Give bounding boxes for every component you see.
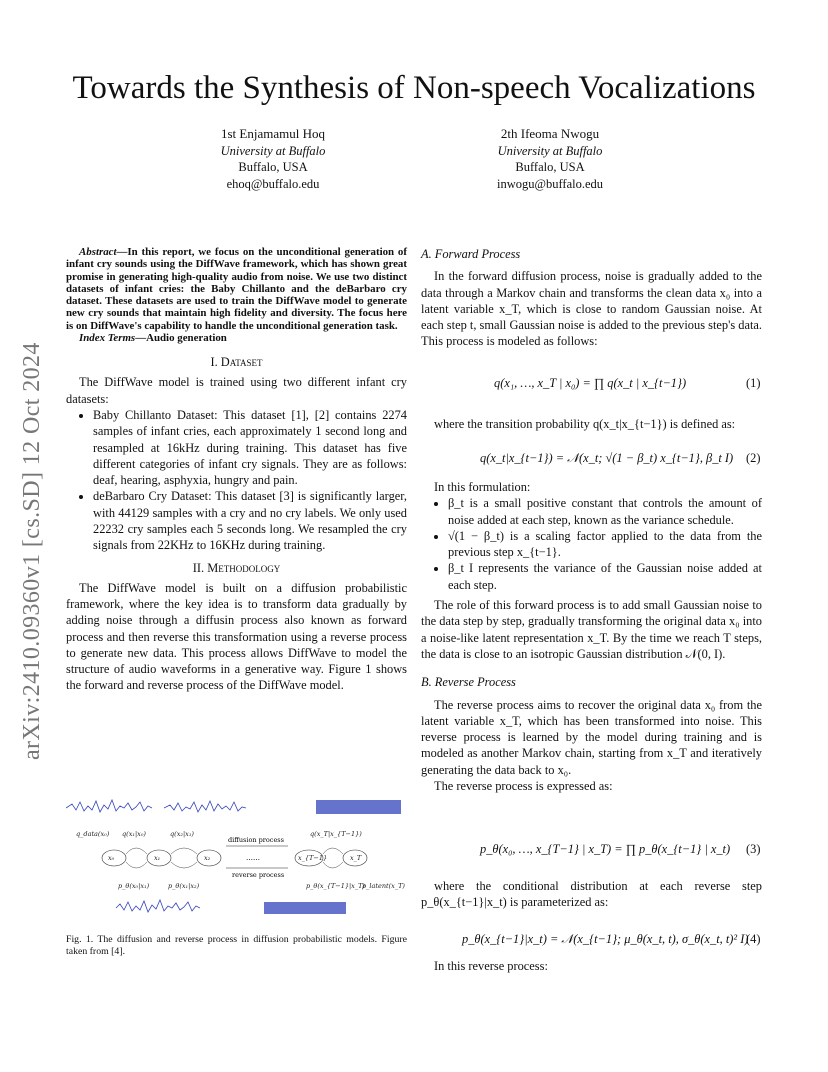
author-location: Buffalo, USA <box>238 160 308 174</box>
fig-label: q(x₂|x₁) <box>170 830 194 838</box>
paragraph: In this formulation: <box>434 480 531 494</box>
fig-label: q(x_T|x_{T−1}) <box>310 830 362 838</box>
index-terms-label: Index Terms <box>79 332 136 345</box>
waveform-noisy-1 <box>164 801 246 812</box>
author-name: 1st Enjamamul Hoq <box>221 126 325 141</box>
list-item: • √(1 − β_t) is a scaling factor applied to the data from the previous step x_{t−1}. <box>448 528 762 561</box>
list-item: • β_t I represents the variance of the Gaussian noise added at each step. <box>448 560 762 593</box>
author-email: inwogu@buffalo.edu <box>496 176 604 191</box>
paragraph: where the conditional distribution at each reverse step p_θ(x_{t−1}|x_t) is parameterized as: <box>421 879 762 910</box>
subsection-heading: A. Forward Process <box>421 247 521 261</box>
node-label: x₂ <box>204 854 211 862</box>
list-item: • Baby Chillanto Dataset: This dataset [1], [2] contains 2274 samples of infant cries, each approximately 1 second long and resampled at 16kHz during training. This dataset has five different categories of infant cry signals. They are as follows: deaf, hearing, asphyxia, hungry and pain. <box>93 407 407 488</box>
equation-3: p_θ(x₀, …, x_{T−1} | x_T) = ∏ p_θ(x_{t−1} | x_t) <box>480 842 731 856</box>
reverse-process-label: reverse process <box>232 871 285 879</box>
abstract-label: Abstract <box>79 246 117 258</box>
equation-1: q(x₁, …, x_T | x₀) = ∏ q(x_t | x_{t−1}) <box>494 376 687 390</box>
figure-caption: Fig. 1. The diffusion and reverse process in diffusion probabilistic models. Figure taken from [4]. <box>66 934 407 957</box>
fig-label: p_θ(x₁|x₂) <box>168 882 200 890</box>
paragraph: where the transition probability q(x_t|x_{t−1}) is defined as: <box>434 417 736 431</box>
section-heading: I. Dataset <box>210 355 263 370</box>
node-label: x_T <box>350 854 362 862</box>
equation-number: (2) <box>746 451 761 465</box>
dots: …… <box>246 854 260 862</box>
arxiv-stamp <box>19 290 51 760</box>
right-column <box>421 246 762 350</box>
fig-label: p_θ(x₀|x₁) <box>118 882 150 890</box>
waveform-noise <box>316 800 401 814</box>
fig-label: p_latent(x_T) <box>362 882 405 890</box>
paper-title: Towards the Synthesis of Non-speech Vocalizations <box>72 70 756 106</box>
author-1 <box>163 126 383 192</box>
paragraph: In this reverse process: <box>434 959 548 973</box>
diffusion-process-label: diffusion process <box>228 836 284 844</box>
dataset-list <box>66 407 407 554</box>
figure-diffusion <box>66 798 407 923</box>
arxiv-id: arXiv:2410.09360v1 [cs.SD] 12 Oct 2024 <box>19 342 45 760</box>
right-column-part3 <box>421 479 762 794</box>
fig-label: q_data(x₀) <box>76 830 110 838</box>
fig-label: q(x₁|x₀) <box>122 830 146 838</box>
node-label: x_{T−1} <box>298 854 328 862</box>
author-location: Buffalo, USA <box>515 160 585 174</box>
paragraph: The role of this forward process is to add small Gaussian noise to the data step by step, gradually transforming the original data x₀ into a noise-like latent representation x_T. By the time we reach T steps, the data is close to an isotropic Gaussian distribution 𝒩(0, I). <box>421 598 762 661</box>
equation-number: (3) <box>746 842 761 856</box>
left-column <box>66 246 407 694</box>
equation-number: (1) <box>746 376 761 390</box>
diffusion-diagram <box>66 798 407 923</box>
index-terms-text: —Audio generation <box>135 332 227 345</box>
waveform-clean <box>66 800 152 812</box>
index-terms <box>66 332 407 344</box>
right-column-part2 <box>421 416 762 432</box>
author-email: ehoq@buffalo.edu <box>226 176 320 191</box>
author-2 <box>440 126 660 192</box>
equation-2: q(x_t|x_{t−1}) = 𝒩(x_t; √(1 − β_t) x_{t−1}, β_t I) <box>480 451 734 465</box>
paragraph: The DiffWave model is trained using two different infant cry datasets: <box>66 375 407 406</box>
author-affiliation: University at Buffalo <box>220 143 326 158</box>
right-column-part5 <box>421 958 762 974</box>
list-item: • deBarbaro Cry Dataset: This dataset [3] is significantly larger, with 44129 samples with a cry and no cry labels. We only used 22232 cry samples each 5 seconds long. We resampled the cry signals from 22KHz to 16KHz during training. <box>93 488 407 553</box>
formulation-list <box>421 495 762 593</box>
node-label: x₀ <box>108 854 115 862</box>
section-heading: II. Methodology <box>192 560 281 575</box>
fig-label: p_θ(x_{T−1}|x_T) <box>306 882 365 890</box>
author-affiliation: University at Buffalo <box>497 143 603 158</box>
waveform-generated <box>116 900 200 912</box>
list-item: • β_t is a small positive constant that controls the amount of noise added at each step, known as the variance schedule. <box>448 495 762 528</box>
abstract <box>66 246 407 332</box>
author-name: 2th Ifeoma Nwogu <box>500 126 600 141</box>
abstract-text: —In this report, we focus on the unconditional generation of infant cry sounds using the DiffWave framework, which has shown great promise in generating high-quality audio from noise. We use two distinct datasets of infant cries: the Baby Chillanto and the deBarbaro cry dataset. These datasets are used to train the DiffWave model to generate new cry sounds that maintain high fidelity and diversity. The focus here is on DiffWave's capability to handle the unconditional generation task. <box>66 246 407 332</box>
paragraph: The reverse process is expressed as: <box>434 779 613 794</box>
waveform-noise-2 <box>264 902 346 914</box>
equation-4: p_θ(x_{t−1}|x_t) = 𝒩(x_{t−1}; μ_θ(x_t, t), σ_θ(x_t, t)² I) <box>462 932 749 946</box>
paragraph: The reverse process aims to recover the original data x₀ from the latent variable x_T, which has been transformed into noise. This reverse process is learned by the model during training and is modeled as another Markov chain, starting from x_T and iteratively generating the data back to x₀. <box>421 697 762 777</box>
node-label: x₁ <box>154 854 161 862</box>
equation-number: (4) <box>746 932 761 946</box>
paragraph: In the forward diffusion process, noise is gradually added to the data through a Markov chain and transforms the clean data x₀ into a latent variable x_T, which is close to random Gaussian noise. At each step t, small Gaussian noise is added to the previous step's data. This process is modeled as follows: <box>421 269 762 349</box>
right-column-part4 <box>421 878 762 911</box>
subsection-heading: B. Reverse Process <box>421 675 516 690</box>
paragraph: The DiffWave model is built on a diffusion probabilistic framework, where the key idea is to transform data gradually by adding noise through a diffusin process also known as forward process and then reverse this transformation using a reverse process to generate new data. This process allows DiffWave to model the structure of audio waveforms in a generative way. Figure 1 shows the forward and reverse process of the DiffWave model. <box>66 580 407 693</box>
